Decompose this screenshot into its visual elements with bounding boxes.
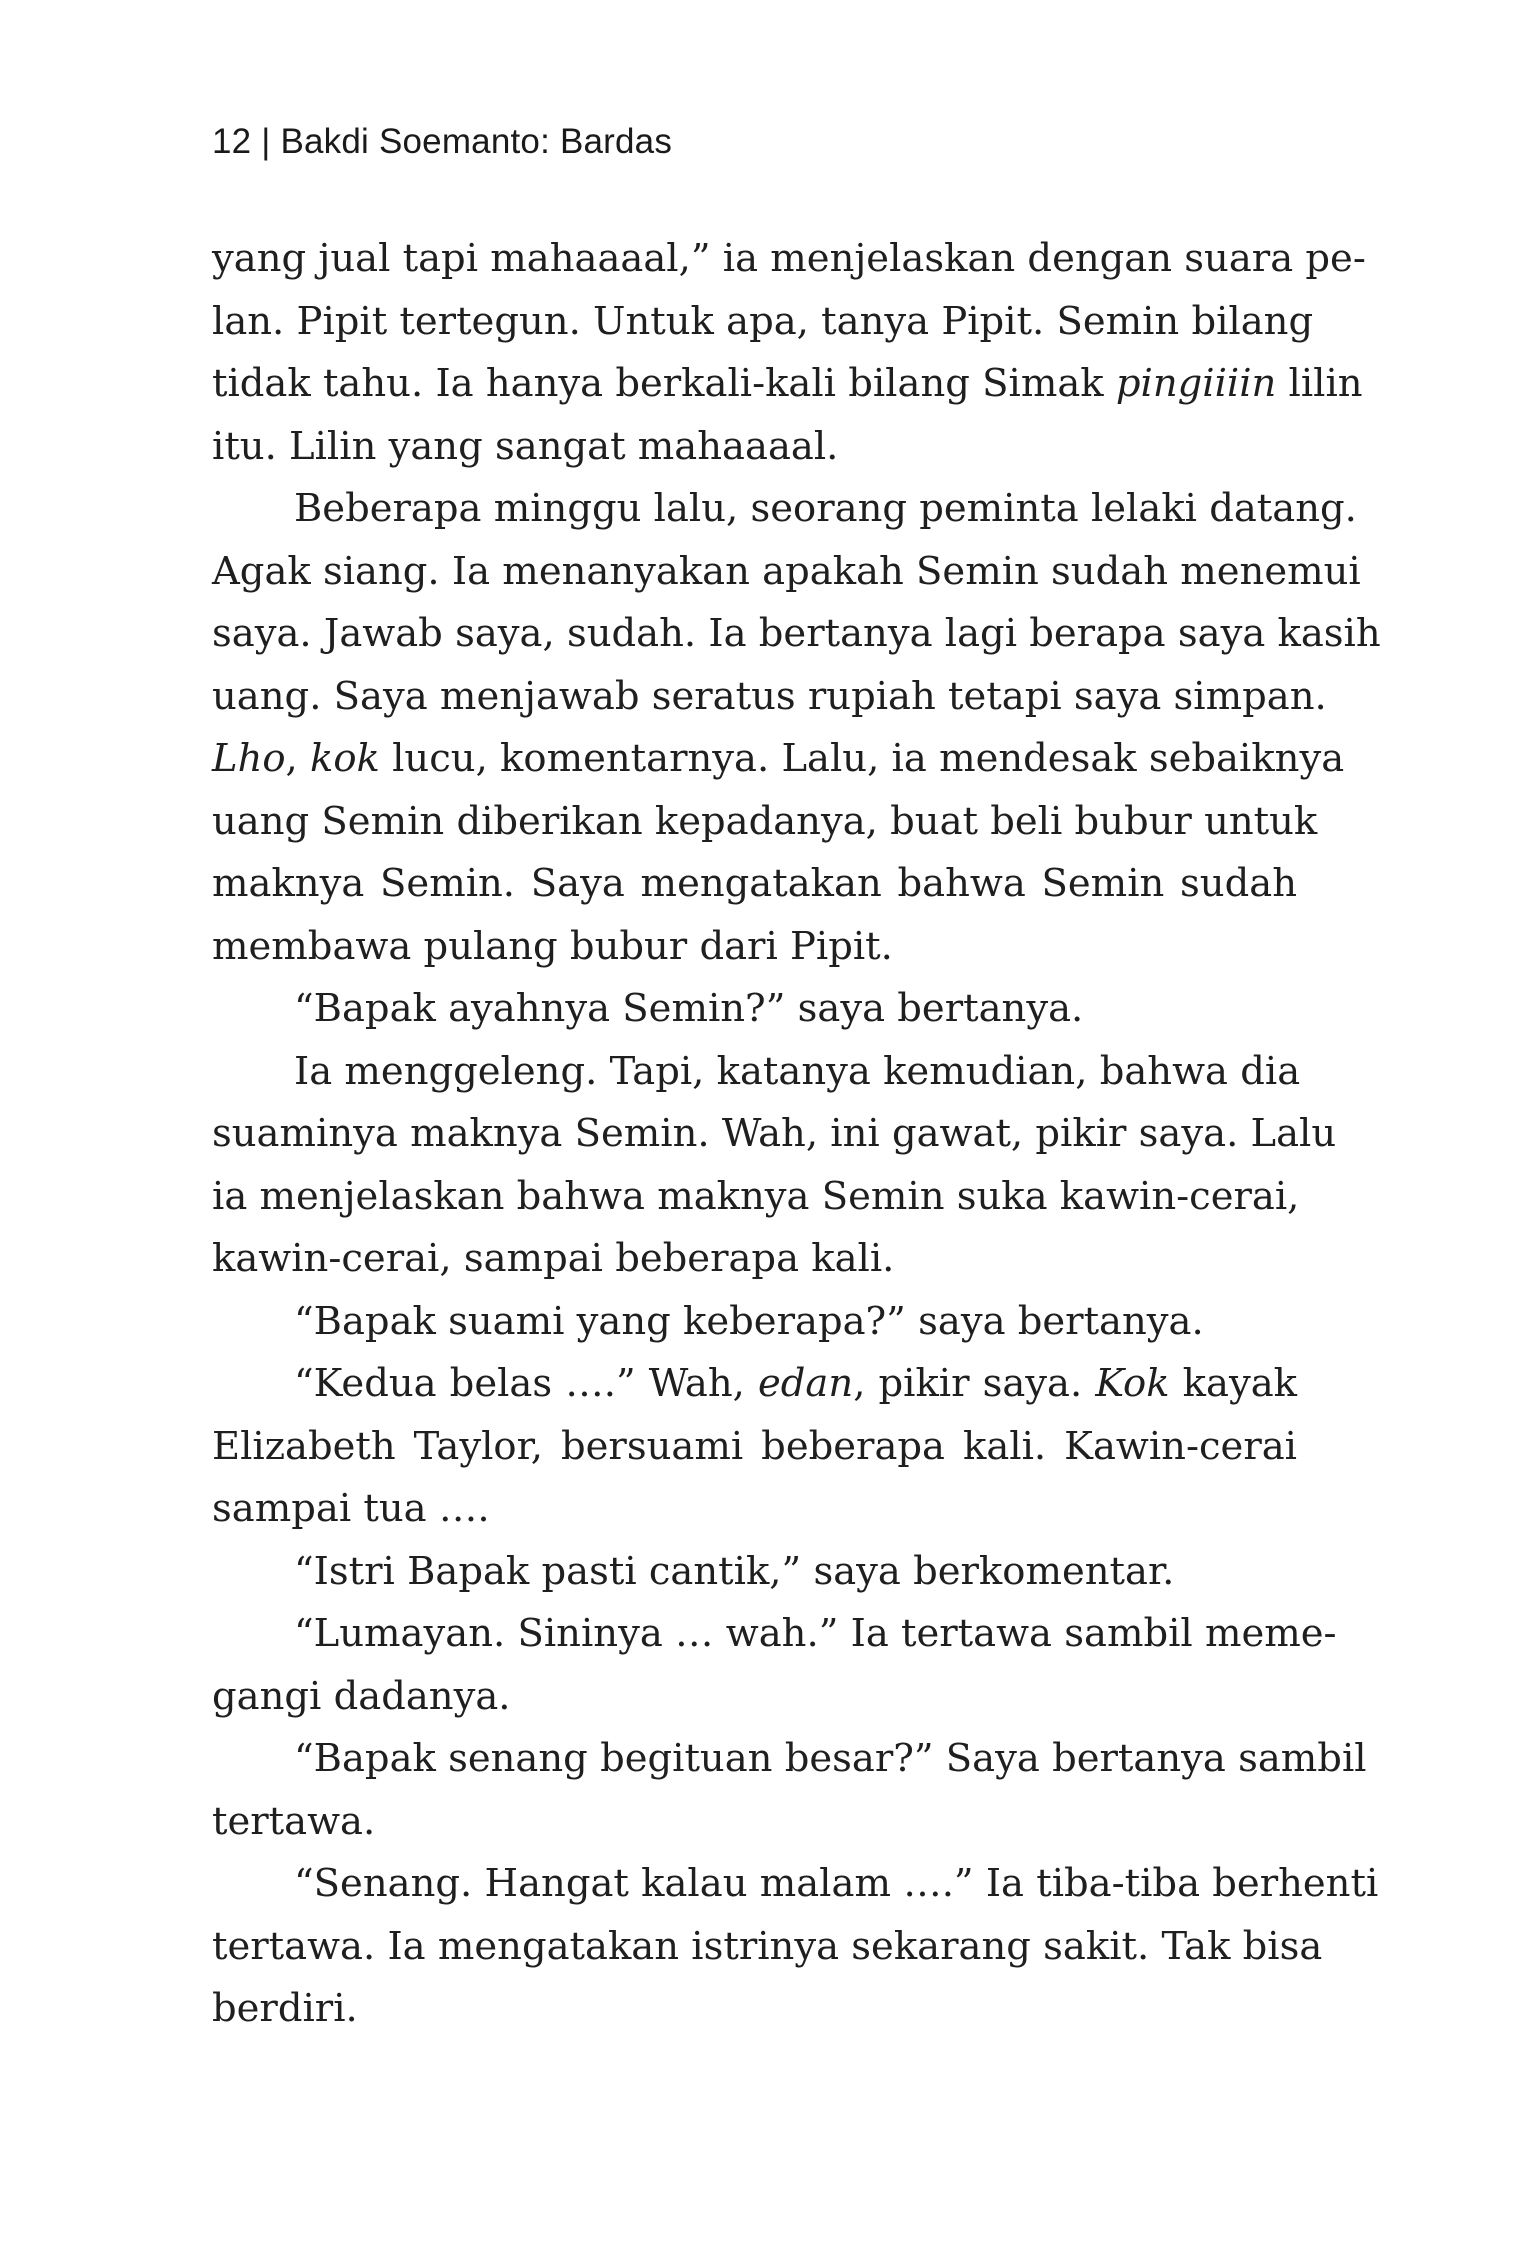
text-run: maknya Semin. Saya mengatakan bahwa Semin sudah xyxy=(212,861,1297,906)
text-run: “Lumayan. Sininya … wah.” Ia tertawa sambil meme- xyxy=(294,1611,1337,1656)
text-run: lilin xyxy=(1276,361,1363,406)
paragraph xyxy=(212,1728,1367,1853)
text-run: suaminya maknya Semin. Wah, ini gawat, pikir saya. Lalu xyxy=(212,1111,1337,1156)
text-line xyxy=(212,1541,1297,1604)
paragraph xyxy=(212,1603,1337,1728)
italic-text: Kok xyxy=(1095,1361,1170,1406)
text-run: “Bapak senang begituan besar?” Saya bertanya sambil xyxy=(294,1736,1367,1781)
text-line xyxy=(212,1478,1297,1541)
text-line xyxy=(212,228,1366,291)
text-line xyxy=(212,1166,1300,1229)
text-run: “Kedua belas ….” Wah, xyxy=(294,1361,758,1406)
paragraph xyxy=(212,1353,1297,1541)
text-run: tertawa. Ia mengatakan istrinya sekarang sakit. Tak bisa xyxy=(212,1923,1323,1969)
text-run: “Senang. Hangat kalau malam ….” Ia tiba-tiba berhenti xyxy=(294,1861,1379,1906)
text-run: tidak tahu. Ia hanya berkali-kali bilang Simak xyxy=(212,361,1116,406)
italic-text: kok xyxy=(310,736,380,781)
text-run: Beberapa minggu lalu, seorang peminta lelaki datang. xyxy=(294,486,1357,531)
text-run: kawin-cerai, sampai beberapa kali. xyxy=(212,1236,895,1281)
paragraph xyxy=(212,1541,1297,1604)
text-line xyxy=(212,1853,1379,1916)
paragraph xyxy=(212,1291,1297,1354)
text-run: , xyxy=(285,736,311,781)
text-line xyxy=(212,666,1327,729)
text-line xyxy=(212,1791,1297,1854)
text-line xyxy=(212,1228,1297,1291)
paragraph xyxy=(212,478,1381,978)
text-run: “Bapak ayahnya Semin?” saya bertanya. xyxy=(294,986,1084,1031)
text-line xyxy=(212,916,1297,979)
italic-text: Lho xyxy=(212,736,286,781)
text-line xyxy=(212,1103,1337,1166)
text-line xyxy=(212,791,1318,854)
text-line xyxy=(212,853,1297,916)
text-line xyxy=(212,1916,1323,1979)
text-line xyxy=(212,978,1297,1041)
text-line xyxy=(212,603,1381,666)
text-line xyxy=(212,478,1357,541)
text-line xyxy=(212,1291,1297,1354)
text-line xyxy=(212,353,1363,416)
running-head: 12 | Bakdi Soemanto: Bardas xyxy=(212,122,673,161)
text-run: uang Semin diberikan kepadanya, buat beli bubur untuk xyxy=(212,798,1318,844)
text-run: gangi dadanya. xyxy=(212,1673,511,1719)
text-line xyxy=(212,1728,1367,1791)
text-line xyxy=(212,416,1297,479)
text-run: saya. Jawab saya, sudah. Ia bertanya lagi berapa saya kasih xyxy=(212,611,1381,656)
text-line xyxy=(212,1666,1297,1729)
text-run: kayak xyxy=(1169,1361,1297,1406)
paragraph xyxy=(212,978,1297,1041)
paragraph xyxy=(212,1041,1337,1291)
text-run: itu. Lilin yang sangat mahaaaal. xyxy=(212,423,839,469)
text-run: membawa pulang bubur dari Pipit. xyxy=(212,923,893,969)
text-line xyxy=(212,1416,1297,1479)
text-run: Agak siang. Ia menanyakan apakah Semin sudah menemui xyxy=(212,548,1361,594)
text-run: lucu, komentarnya. Lalu, ia mendesak sebaiknya xyxy=(379,736,1345,781)
italic-text: edan xyxy=(758,1361,854,1406)
text-run: yang jual tapi mahaaaal,” ia menjelaskan dengan suara pe- xyxy=(212,236,1366,281)
text-run: “Istri Bapak pasti cantik,” saya berkomentar. xyxy=(294,1548,1175,1594)
body-text xyxy=(212,228,1381,2041)
text-line xyxy=(212,1353,1297,1416)
text-line xyxy=(212,541,1361,604)
text-run: , pikir saya. xyxy=(853,1361,1096,1406)
italic-text: pingiiiin xyxy=(1115,361,1277,406)
text-run: Elizabeth Taylor, bersuami beberapa kali. Kawin-cerai xyxy=(212,1423,1297,1469)
text-run: “Bapak suami yang keberapa?” saya bertanya. xyxy=(294,1298,1204,1344)
text-run: lan. Pipit tertegun. Untuk apa, tanya Pipit. Semin bilang xyxy=(212,298,1314,344)
text-run: Ia menggeleng. Tapi, katanya kemudian, bahwa dia xyxy=(294,1048,1301,1094)
paragraph xyxy=(212,1853,1379,2041)
text-line xyxy=(212,1603,1337,1666)
text-run: ia menjelaskan bahwa maknya Semin suka kawin-cerai, xyxy=(212,1173,1300,1219)
text-run: sampai tua …. xyxy=(212,1486,490,1531)
text-line xyxy=(212,1978,1297,2041)
text-line xyxy=(212,291,1314,354)
text-line xyxy=(212,1041,1301,1104)
text-run: tertawa. xyxy=(212,1798,376,1844)
paragraph xyxy=(212,228,1366,478)
text-run: berdiri. xyxy=(212,1986,358,2031)
text-run: uang. Saya menjawab seratus rupiah tetapi saya simpan. xyxy=(212,673,1327,719)
text-line xyxy=(212,728,1345,791)
